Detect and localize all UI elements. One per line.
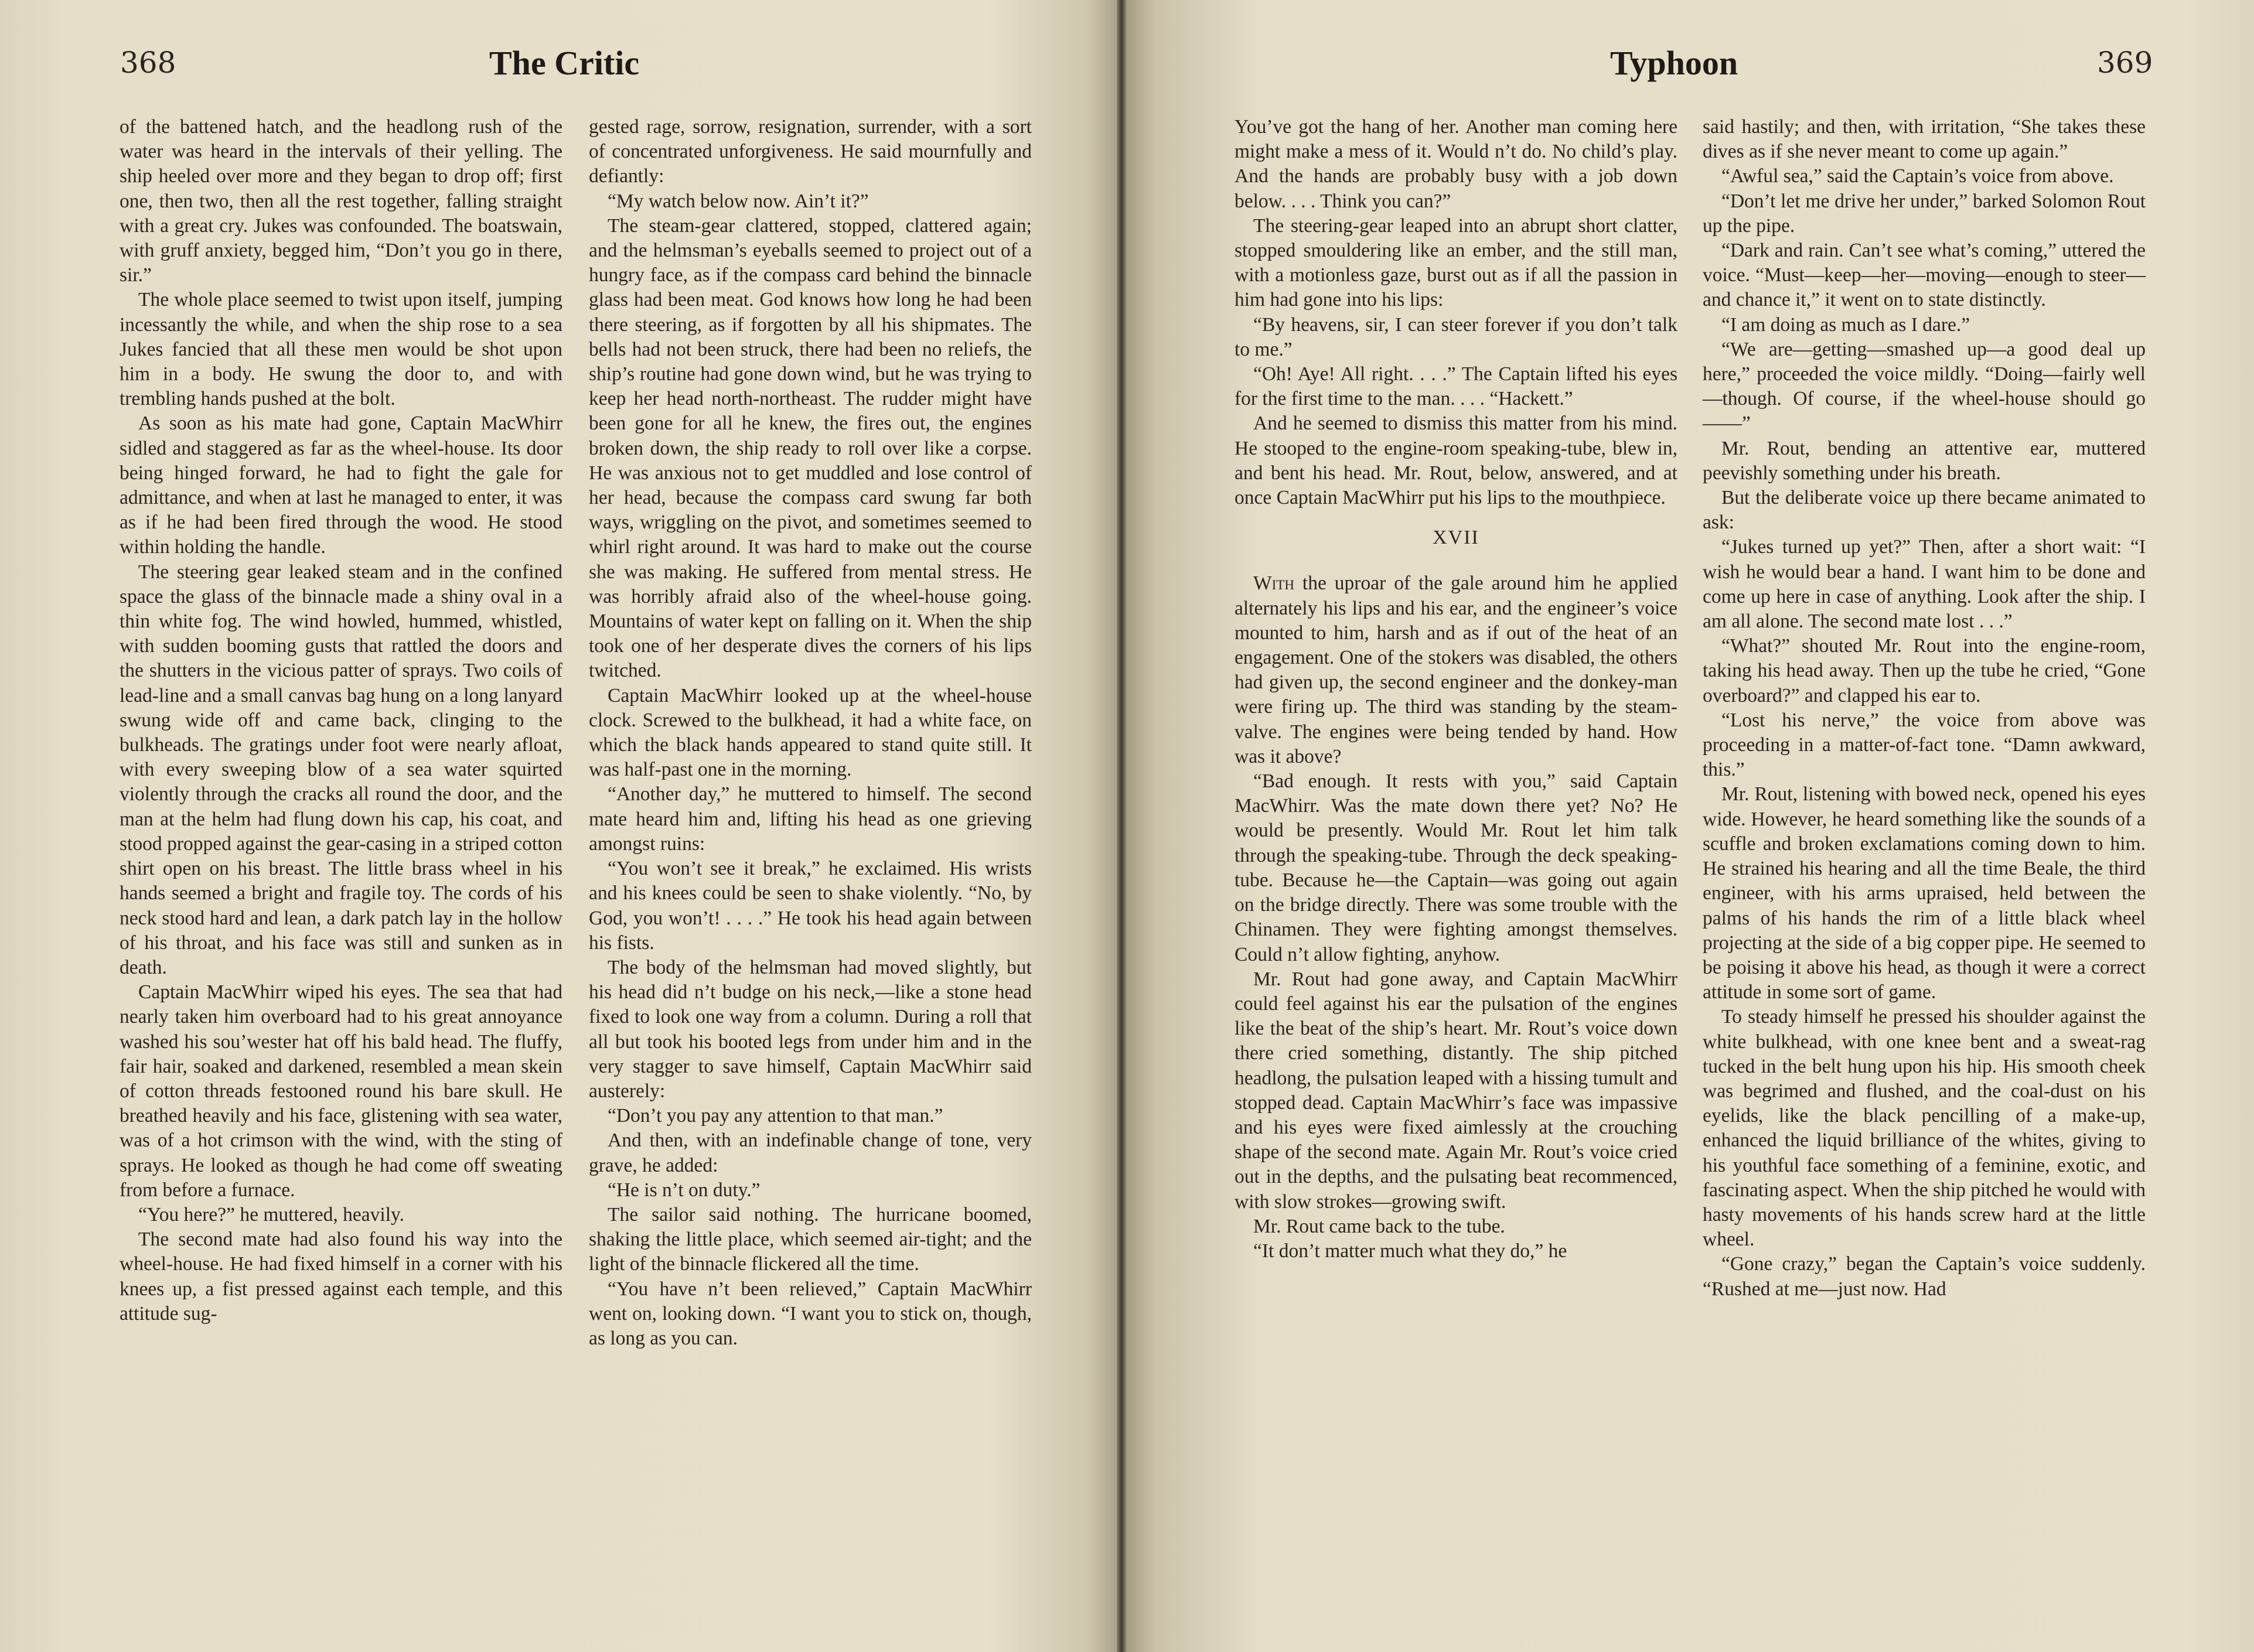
chapter-opening-text: the uproar of the gale around him he applied alternately his lips and his ear, and the engineer’s voice mounted to him, harsh and as if out of the heat of an engagement. One of the stokers was disabled, the others had given up, the second engineer and the donkey-man were firing up. The third was standing by the steam-valve. The engines were being tended by hand. How was it above? <box>1235 572 1677 767</box>
paragraph: “By heavens, sir, I can steer forever if you don’t talk to me.” <box>1235 313 1677 360</box>
paragraph: Mr. Rout, bending an attentive ear, muttered peevishly something under his breath. <box>1703 437 2146 484</box>
chapter-heading: XVII <box>1433 527 1479 549</box>
paragraph: “Dark and rain. Can’t see what’s coming,” uttered the voice. “Must—keep—her—moving—enough to steer—and chance it,” it went on to state distinctly. <box>1703 240 2146 311</box>
paragraph: gested rage, sorrow, resignation, surrender, with a sort of concentrated unforgiveness. He said mournfully and defiantly: <box>589 116 1032 187</box>
paragraph: Mr. Rout came back to the tube. <box>1253 1215 1505 1237</box>
paragraph: “Another day,” he muttered to himself. The second mate heard him and, lifting his head as one grieving amongst ruins: <box>589 783 1032 855</box>
book-gutter <box>1117 0 1126 1652</box>
paragraph: The second mate had also found his way into the wheel-house. He had fixed himself in a corner with his knees up, a fist pressed against each temple, and this attitude sug- <box>120 1228 562 1325</box>
paragraph: “Jukes turned up yet?” Then, after a short wait: “I wish he would bear a hand. I want him to be done and come up here in case of anything. Look after the ship. I am all alone. The second mate lost . . .” <box>1703 536 2146 633</box>
paragraph: of the battened hatch, and the headlong rush of the water was heard in the intervals of their yelling. The ship heeled over more and they began to drop off; first one, then two, then all the rest together, falling straight with a great cry. Jukes was confounded. The boatswain, with gruff anxiety, begged him, “Don’t you go in there, sir.” <box>120 116 562 286</box>
paragraph: “We are—getting—smashed up—a good deal up here,” proceeded the voice mildly. “Doing—fairly well—though. Of course, if the wheel-house should go——” <box>1703 338 2146 435</box>
paragraph: “Don’t you pay any attention to that man.” <box>608 1105 943 1127</box>
paragraph: The steering-gear leaped into an abrupt short clatter, stopped smouldering like an ember, and the still man, with a motionless gaze, burst out as if all the passion in him had gone into his lips: <box>1235 214 1677 311</box>
chapter-opening-word: With <box>1253 572 1294 595</box>
paragraph: And then, with an indefinable change of tone, very grave, he added: <box>589 1129 1032 1176</box>
text-column-left-2 <box>589 115 1032 1351</box>
paragraph: Mr. Rout had gone away, and Captain MacWhirr could feel against his ear the pulsation of the engines like the beat of the ship’s heart. Mr. Rout’s voice down there cried something, distantly. The ship pitched headlong, the pulsation leaped with a hissing tumult and stopped dead. Captain MacWhirr’s face was impassive and his eyes were fixed aimlessly at the crouching shape of the second mate. Again Mr. Rout’s voice cried out in the depths, and the pulsating beat recommenced, with slow strokes—growing swift. <box>1235 968 1677 1213</box>
paragraph: “Oh! Aye! All right. . . .” The Captain lifted his eyes for the first time to the man. . . . “Hackett.” <box>1235 363 1677 410</box>
paragraph: “My watch below now. Ain’t it?” <box>608 190 869 212</box>
paragraph: “It don’t matter much what they do,” he <box>1253 1240 1567 1262</box>
paragraph: “What?” shouted Mr. Rout into the engine-room, taking his head away. Then up the tube he cried, “Gone overboard?” and clapped his ear to. <box>1703 635 2146 706</box>
paragraph <box>1235 571 1677 769</box>
paragraph: “I am doing as much as I dare.” <box>1721 313 1970 336</box>
running-head: Typhoon <box>1610 44 1738 82</box>
paragraph: And he seemed to dismiss this matter from his mind. He stooped to the engine-room speaking-tube, blew in, and bent his head. Mr. Rout, below, answered, and at once Captain MacWhirr put his lips to the mouthpiece. <box>1235 412 1677 509</box>
paragraph: “Gone crazy,” began the Captain’s voice suddenly. “Rushed at me—just now. Had <box>1703 1253 2146 1300</box>
paragraph: “Don’t let me drive her under,” barked Solomon Rout up the pipe. <box>1703 190 2146 237</box>
paragraph: “Lost his nerve,” the voice from above was proceeding in a matter-of-fact tone. “Damn awkward, this.” <box>1703 709 2146 781</box>
text-column-right-2 <box>1703 115 2146 1302</box>
paragraph: The body of the helmsman had moved slightly, but his head did n’t budge on his neck,—like a stone head fixed to look one way from a column. During a roll that all but took his booted legs from under him and in the very stagger to save himself, Captain MacWhirr said austerely: <box>589 956 1032 1102</box>
paragraph: said hastily; and then, with irritation, “She takes these dives as if she never meant to come up again.” <box>1703 116 2146 163</box>
paragraph: “You here?” he muttered, heavily. <box>138 1203 404 1226</box>
paragraph: To steady himself he pressed his shoulder against the white bulkhead, with one knee bent and a sweat-rag tucked in the belt hung upon his hip. His smooth cheek was begrimed and flushed, and the coal-dust on his eyelids, like the black pencilling of a make-up, enhanced the liquid brilliance of the whites, giving to his youthful face something of a feminine, exotic, and fascinating aspect. When the ship pitched he would with hasty movements of his hands screw hard at the little wheel. <box>1703 1006 2146 1251</box>
paragraph: Captain MacWhirr looked up at the wheel-house clock. Screwed to the bulkhead, it had a white face, on which the black hands appeared to stand quite still. It was half-past one in the morning. <box>589 684 1032 781</box>
paragraph: The whole place seemed to twist upon itself, jumping incessantly the while, and when the ship rose to a sea Jukes fancied that all these men would be shot upon him in a body. He swung the door to, and with trembling hands pushed at the bolt. <box>120 289 562 410</box>
paragraph: But the deliberate voice up there became animated to ask: <box>1703 487 2146 534</box>
text-column-right-1 <box>1235 115 1677 1264</box>
page-number: 368 <box>120 46 176 80</box>
paragraph: “He is n’t on duty.” <box>608 1179 761 1201</box>
paragraph: As soon as his mate had gone, Captain MacWhirr sidled and staggered as far as the wheel-house. Its door being hinged forward, he had to fight the gale for admittance, and when at last he managed to enter, it was as if he had been fired through the wood. He stood within holding the handle. <box>120 412 562 558</box>
paragraph: You’ve got the hang of her. Another man coming here might make a mess of it. Would n’t do. No child’s play. And the hands are probably busy with a job down below. . . . Think you can?” <box>1235 116 1677 212</box>
paragraph: The sailor said nothing. The hurricane boomed, shaking the little place, which seemed air-tight; and the light of the binnacle flickered all the time. <box>589 1203 1032 1275</box>
paragraph: “Awful sea,” said the Captain’s voice from above. <box>1721 165 2114 187</box>
paragraph: The steering gear leaked steam and in the confined space the glass of the binnacle made a shiny oval in a thin white fog. The wind howled, hummed, whistled, with sudden booming gusts that rattled the doors and the shutters in the vicious patter of sprays. Two coils of lead-line and a small canvas bag hung on a long lanyard swung wide off and came back, clinging to the bulkheads. The gratings under foot were nearly afloat, with every sweeping blow of a sea water squirted violently through the cracks all round the door, and the man at the helm had flung down his cap, his coat, and stood propped against the gear-casing in a striped cotton shirt open on his breast. The little brass wheel in his hands seemed a bright and fragile toy. The cords of his neck stood hard and lean, a dark patch lay in the hollow of his throat, and his face was still and sunken as in death. <box>120 561 562 978</box>
paragraph: The steam-gear clattered, stopped, clattered again; and the helmsman’s eyeballs seemed to project out of a hungry face, as if the compass card behind the binnacle glass had been meat. God knows how long he had been there steering, as if forgotten by all his shipmates. The bells had not been struck, there had been no reliefs, the ship’s routine had gone down wind, but he was trying to keep her head north-northeast. The rudder might have been gone for all he knew, the fires out, the engines broken down, the ship ready to roll over like a corpse. He was anxious not to get muddled and lose control of her head, because the compass card swung far both ways, wriggling on the pivot, and sometimes seemed to whirl right around. It was hard to make out the course she was making. He suffered from mental stress. He was horribly afraid also of the wheel-house going. Mountains of water kept on falling on it. When the ship took one of her desperate dives the corners of his lips twitched. <box>589 214 1032 682</box>
paragraph: “Bad enough. It rests with you,” said Captain MacWhirr. Was the mate down there yet? No? He would be presently. Would Mr. Rout let him talk through the speaking-tube. Through the deck speaking-tube. Because he—the Captain—was going out again on the bridge directly. There was some trouble with the Chinamen. They were fighting amongst themselves. Could n’t allow fighting, anyhow. <box>1235 770 1677 965</box>
page-number: 369 <box>2097 46 2153 80</box>
paragraph: “You have n’t been relieved,” Captain MacWhirr went on, looking down. “I want you to stick on, though, as long as you can. <box>589 1278 1032 1349</box>
running-head: The Critic <box>489 44 640 82</box>
paragraph: Captain MacWhirr wiped his eyes. The sea that had nearly taken him overboard had to his great annoyance washed his sou’wester hat off his bald head. The fluffy, fair hair, soaked and darkened, resembled a mean skein of cotton threads festooned round his bare skull. He breathed heavily and his face, glistening with sea water, was of a hot crimson with the wind, with the sting of sprays. He looked as though he had come off sweating from before a furnace. <box>120 981 562 1201</box>
paragraph: “You won’t see it break,” he exclaimed. His wrists and his knees could be seen to shake violently. “No, by God, you won’t! . . . .” He took his head again between his fists. <box>589 858 1032 954</box>
right-page <box>1121 0 2254 1652</box>
text-column-left-1 <box>120 115 562 1326</box>
left-page <box>0 0 1121 1652</box>
paragraph: Mr. Rout, listening with bowed neck, opened his eyes wide. However, he heard something like the sounds of a scuffle and broken exclamations coming down to him. He strained his hearing and all the time Beale, the third engineer, with his arms upraised, held between the palms of his hands the rim of a little black wheel projecting at the side of a big copper pipe. He seemed to be poising it above his head, as though it were a correct attitude in some sort of game. <box>1703 783 2146 1004</box>
